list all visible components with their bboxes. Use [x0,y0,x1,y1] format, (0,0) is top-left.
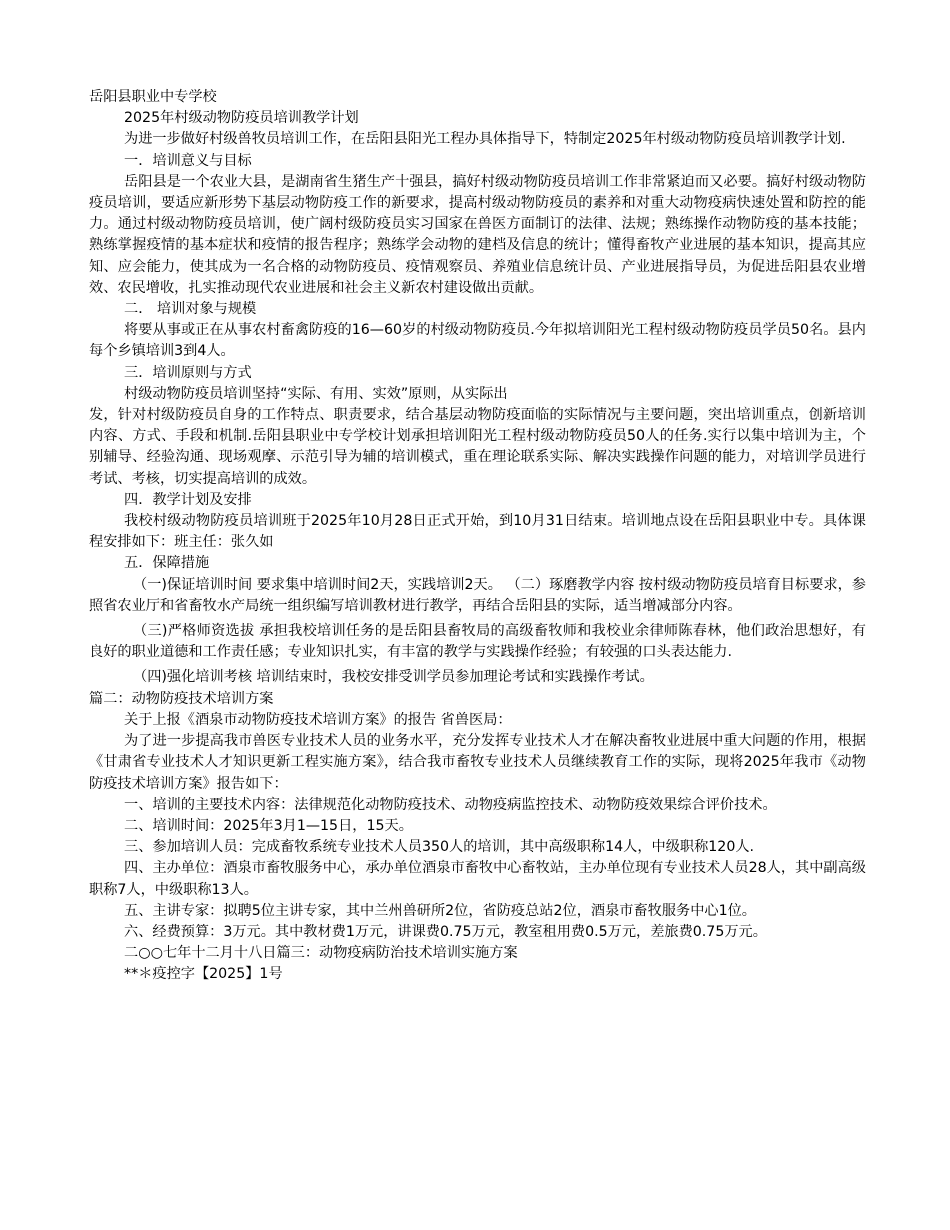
report-title: 关于上报《酒泉市动物防疫技术培训方案》的报告 省兽医局： [124,711,512,728]
section-heading-1: 一．培训意义与目标 [124,152,252,169]
report-date-and-part-3: 二○○七年十二月十八日篇三：动物疫病防治技术培训实施方案 [124,945,518,962]
part-2-heading: 篇二：动物防疫技术培训方案 [89,690,274,707]
section-1-paragraph: 岳阳县是一个农业大县，是湖南省生猪生产十强县，搞好村级动物防疫员培训工作非常紧迫而又必要。搞好村级动物防疫员培训，要适应新形势下基层动物防疫工作的新要求，提高村级动物防疫员的素养和对重大动物疫病快速处置和防控的能力。通过村级动物防疫员培训，使广阔村级防疫员实习国家在兽医方面制订的法律、法规；熟练操作动物防疫的基本技能；熟练掌握疫情的基本症状和疫情的报告程序；熟练学会动物的建档及信息的统计；懂得畜牧产业进展的基本知识，提高其应知、应会能力，使其成为一名合格的动物防疫员、疫情观察员、养殖业信息统计员、产业进展指导员，为促进岳阳县农业增效、农民增收，扎实推动现代农业进展和社会主义新农村建设做出贡献。 [89,173,866,296]
measure-4-paragraph: （四)强化培训考核 培训结束时，我校安排受训学员参加理论考试和实践操作考试。 [133,669,654,686]
body-text [89,87,866,986]
section-4-paragraph: 我校村级动物防疫员培训班于2025年10月28日正式开始，到10月31日结束。培训地点设在岳阳县职业中专。具体课程安排如下：班主任：张久如 [89,513,866,551]
report-item-5: 五、主讲专家：拟聘5位主讲专家，其中兰州兽研所2位，省防疫总站2位，酒泉市畜牧服务中心1位。 [124,902,756,919]
section-3-first-line: 村级动物防疫员培训坚持“实际、有用、实效”原则，从实际出 [124,385,508,402]
document-number: **＊疫控字【2025】1号 [124,966,283,983]
intro-paragraph: 为进一步做好村级兽牧员培训工作，在岳阳县阳光工程办具体指导下，特制定2025年村级动物防疫员培训教学计划. [124,131,846,148]
school-name: 岳阳县职业中专学校 [89,89,217,105]
report-item-4: 四、主办单位：酒泉市畜牧服务中心，承办单位酒泉市畜牧中心畜牧站，主办单位现有专业技术人员28人，其中副高级职称7人，中级职称13人。 [89,860,866,898]
section-heading-5: 五．保障措施 [124,555,210,572]
measure-1-2-paragraph: （一)保证培训时间 要求集中培训时间2天，实践培训2天。 （二）琢磨教学内容 按村级动物防疫员培育目标要求，参照省农业厅和省畜牧水产局统一组织编写培训教材进行教学，再结合岳阳县的实际，适当增减部分内容。 [89,576,866,614]
section-heading-3: 三．培训原则与方式 [124,364,252,381]
measure-3-paragraph: （三)严格师资选拔 承担我校培训任务的是岳阳县畜牧局的高级畜牧师和我校业余律师陈春林，他们政治思想好，有良好的职业道德和工作责任感；专业知识扎实，有丰富的教学与实践操作经验；有较强的口头表达能力. [89,623,866,661]
section-2-paragraph: 将要从事或正在从事农村畜禽防疫的16—60岁的村级动物防疫员.今年拟培训阳光工程村级动物防疫员学员50名。县内每个乡镇培训3到4人。 [89,322,866,360]
report-item-6: 六、经费预算：3万元。其中教材费1万元，讲课费0.75万元，教室租用费0.5万元，差旅费0.75万元。 [124,923,767,940]
section-heading-2: 二． 培训对象与规模 [124,301,257,318]
report-item-1: 一、培训的主要技术内容：法律规范化动物防疫技术、动物疫病监控技术、动物防疫效果综合评价技术。 [124,796,777,813]
section-3-paragraph: 发，针对村级防疫员自身的工作特点、职责要求，结合基层动物防疫面临的实际情况与主要问题，突出培训重点，创新培训内容、方式、手段和机制.岳阳县职业中专学校计划承担培训阳光工程村级动物防疫员50人的任务.实行以集中培训为主，个别辅导、经验沟通、现场观摩、示范引导为辅的培训模式，重在理论联系实际、解决实践操作问题的能力，对培训学员进行考试、考核，切实提高培训的成效。 [89,407,866,487]
report-item-2: 二、培训时间：2025年3月1—15日，15天。 [124,817,413,834]
section-heading-4: 四．教学计划及安排 [124,491,252,508]
plan-title: 2025年村级动物防疫员培训教学计划 [124,110,359,127]
report-item-3: 三、参加培训人员：完成畜牧系统专业技术人员350人的培训，其中高级职称14人，中级职称120人. [124,839,755,856]
report-intro-paragraph: 为了进一步提高我市兽医专业技术人员的业务水平，充分发挥专业技术人才在解决畜牧业进展中重大问题的作用，根据《甘肃省专业技术人才知识更新工程实施方案》，结合我市畜牧专业技术人员继续教育工作的实际，现将2025年我市《动物防疫技术培训方案》报告如下： [89,733,866,792]
